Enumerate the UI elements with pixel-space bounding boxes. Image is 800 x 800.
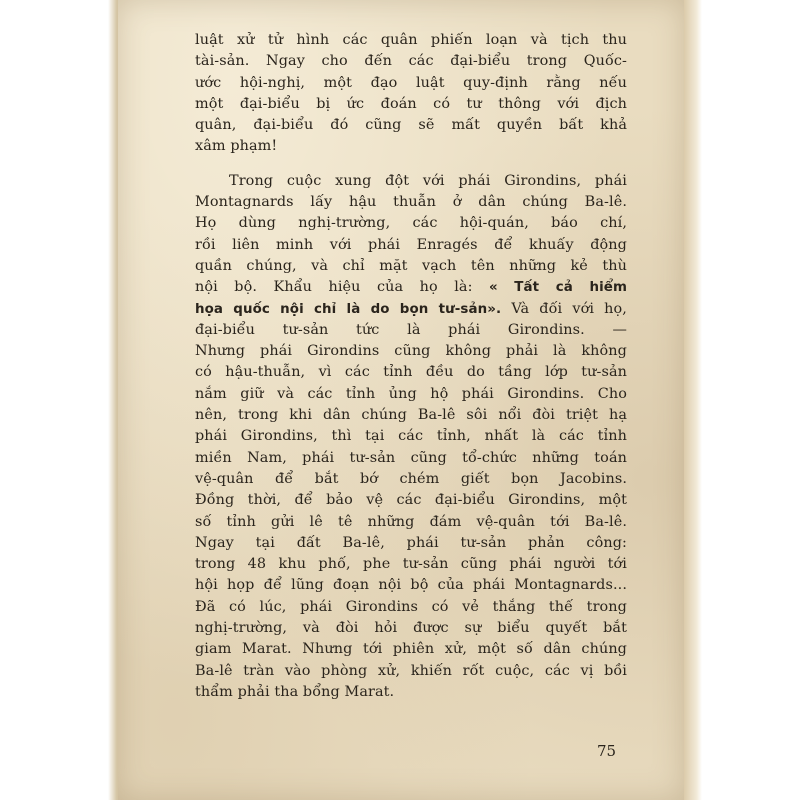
text-line-22: Đồng thời, để bảo vệ các đại-biểu Girondins, một [195, 492, 627, 509]
text-line-25: trong 48 khu phố, phe tư-sản cũng phái người tới [195, 556, 627, 573]
text-line-27: Đã có lúc, phái Girondins có vẻ thắng thế trong [195, 598, 627, 615]
text-line-12 [195, 277, 627, 298]
text-line-28: nghị-trường, và đòi hỏi được sự biểu quyết bắt [195, 620, 627, 637]
text-line-12-plain: nội bộ. Khẩu hiệu của họ là: [195, 279, 490, 296]
paragraph-gap [195, 158, 627, 171]
text-line-21: vệ-quân để bắt bớ chém giết bọn Jacobins. [195, 470, 627, 487]
text-line-8: Montagnards lấy hậu thuẫn ở dân chúng Ba-lê. [195, 194, 627, 211]
text-line-16: có hậu-thuẫn, vì các tỉnh đều do tầng lớp tư-sản [195, 364, 627, 381]
text-line-7: Trong cuộc xung đột với phái Girondins, phái [229, 172, 627, 189]
slogan-bold-start: « Tất cả hiểm [489, 280, 627, 296]
text-line-23: số tỉnh gửi lê tê những đám vệ-quân tới Ba-lê. [195, 513, 627, 530]
text-line-14: đại-biểu tư-sản tức là phái Girondins. — [195, 321, 627, 338]
text-line-29: giam Marat. Nhưng tới phiên xử, một số dân chúng [195, 641, 627, 658]
text-line-24: Ngay tại đất Ba-lê, phái tư-sản phản công: [195, 534, 627, 551]
text-line-1: luật xử tử hình các quân phiến loạn và tịch thu [195, 32, 627, 48]
text-line-11: quần chúng, và chỉ mặt vạch tên những kẻ thù [195, 257, 627, 274]
text-line-6: xâm phạm! [195, 138, 278, 155]
text-line-13 [195, 299, 627, 320]
text-line-19: phái Girondins, thì tại các tỉnh, nhất là các tỉnh [195, 428, 627, 445]
page-text [195, 30, 627, 703]
text-line-9: Họ dùng nghị-trường, các hội-quán, báo chí, [195, 215, 627, 232]
slogan-bold-end: họa quốc nội chỉ là do bọn tư-sản». [195, 301, 502, 317]
page-number: 75 [597, 742, 617, 760]
text-line-18: nên, trong khi dân chúng Ba-lê sôi nổi đòi triệt hạ [195, 407, 627, 424]
text-line-4: một đại-biểu bị ức đoán có tư thông với địch [195, 95, 627, 112]
page-edge [684, 0, 702, 800]
text-line-31: thẩm phải tha bổng Marat. [195, 683, 395, 700]
text-line-30: Ba-lê tràn vào phòng xử, khiến rốt cuộc, các vị bồi [195, 662, 627, 679]
text-line-5: quân, đại-biểu đó cũng sẽ mất quyền bất khả [195, 117, 627, 134]
text-line-2: tài-sản. Ngay cho đến các đại-biểu trong Quốc- [195, 53, 627, 70]
text-line-13-plain: Và đối với họ, [501, 300, 627, 317]
text-line-3: ước hội-nghị, một đạo luật quy-định rằng nếu [195, 74, 627, 91]
text-line-17: nắm giữ và các tỉnh ủng hộ phái Girondins. Cho [195, 385, 627, 402]
text-line-10: rồi liên minh với phái Enragés để khuấy động [195, 236, 627, 253]
text-line-15: Nhưng phái Girondins cũng không phải là không [195, 343, 627, 360]
text-line-26: hội họp để lũng đoạn nội bộ của phái Montagnards... [195, 577, 627, 594]
text-line-20: miền Nam, phái tư-sản cũng tổ-chức những toán [195, 449, 627, 466]
